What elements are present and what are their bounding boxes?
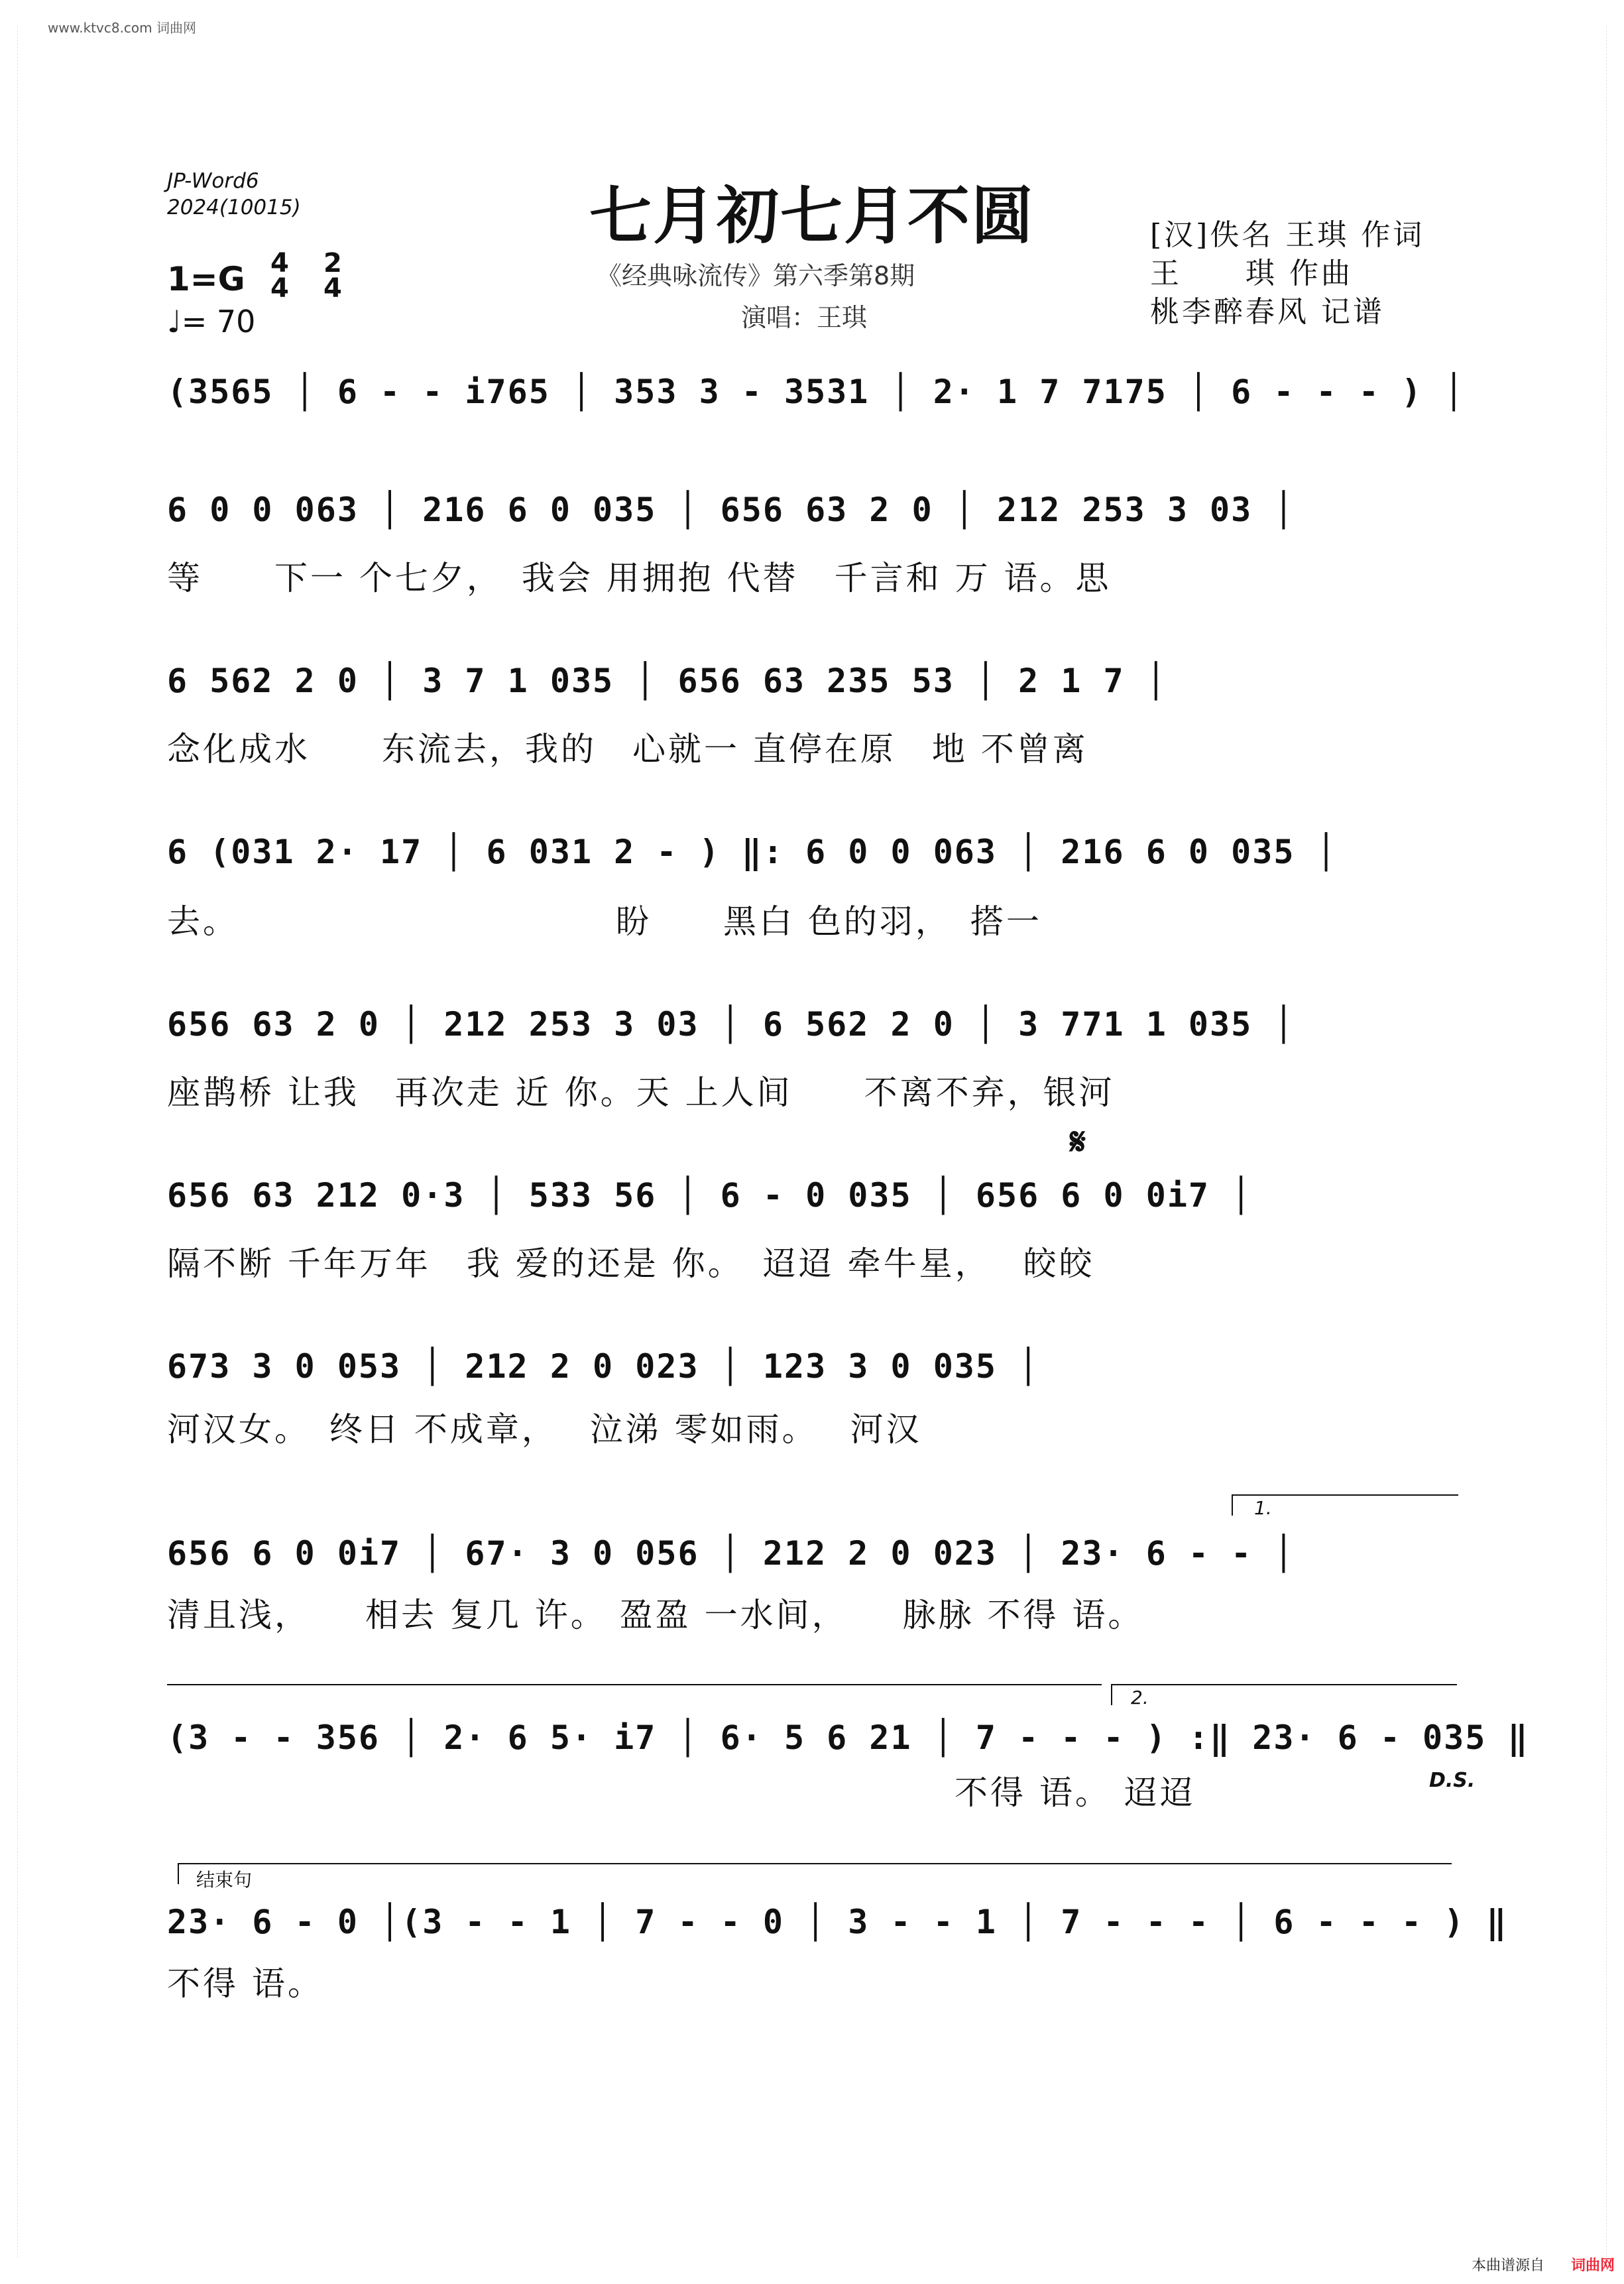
software-version: 2024(10015) bbox=[167, 196, 301, 219]
lyric-line-3: 念化成水 东流去，我的 心就一 直停在原 地 不曾离 bbox=[167, 730, 1088, 768]
notation-line-9: (3 - - 356 │ 2· 6 5· i7 │ 6· 5 6 21 │ 7 - - - ) :‖ 23· 6 - 035 ‖ bbox=[167, 1718, 1529, 1757]
ds-marking: D.S. bbox=[1429, 1769, 1476, 1792]
lyric-line-2: 等 下一 个七夕， 我会 用拥抱 代替 千言和 万 语。思 bbox=[167, 559, 1112, 597]
footer-source: 本曲谱源自 bbox=[1472, 2257, 1545, 2274]
tempo-marking: ♩= 70 bbox=[167, 304, 256, 339]
song-title: 七月初七月不圆 bbox=[589, 180, 1035, 253]
notation-line-2: 6 0 0 063 │ 216 6 0 035 │ 656 63 2 0 │ 212 253 3 03 │ bbox=[167, 491, 1295, 529]
software-name: JP-Word6 bbox=[167, 169, 259, 193]
lyric-line-4: 去。 盼 黑白 色的羽， 搭一 bbox=[167, 902, 1042, 941]
footer-site-logo: 词曲网 bbox=[1571, 2257, 1615, 2274]
volta-2-bracket bbox=[1111, 1684, 1457, 1705]
site-url: www.ktvc8.com 词曲网 bbox=[48, 20, 197, 36]
left-watermark-strip bbox=[4, 27, 18, 2257]
song-subtitle: 《经典咏流传》第六季第8期 bbox=[597, 261, 915, 290]
notation-line-3: 6 562 2 0 │ 3 7 1 035 │ 656 63 235 53 │ 2 1 7 │ bbox=[167, 662, 1167, 700]
time-signature-2: 2 4 bbox=[323, 248, 342, 304]
notation-line-5: 656 63 2 0 │ 212 253 3 03 │ 6 562 2 0 │ 3 771 1 035 │ bbox=[167, 1005, 1295, 1044]
notation-line-4: 6 (031 2· 17 │ 6 031 2 - ) ‖: 6 0 0 063 │ 216 6 0 035 │ bbox=[167, 833, 1338, 871]
lyric-line-7: 河汉女。 终日 不成章， 泣涕 零如雨。 河汉 bbox=[167, 1410, 922, 1449]
notation-line-7: 673 3 0 053 │ 212 2 0 023 │ 123 3 0 035 │ bbox=[167, 1347, 1040, 1386]
credit-composer: 王 琪 作曲 bbox=[1150, 257, 1353, 290]
lyric-line-6: 隔不断 千年万年 我 爱的还是 你。 迢迢 牵牛星， 皎皎 bbox=[167, 1244, 1095, 1283]
ending-bracket bbox=[178, 1863, 1452, 1884]
lyric-line-8: 清且浅， 相去 复几 许。 盈盈 一水间， 脉脉 不得 语。 bbox=[167, 1596, 1144, 1634]
lyric-line-9: 不得 语。 迢迢 bbox=[167, 1773, 1196, 1812]
volta-1-label: 1. bbox=[1254, 1497, 1272, 1519]
credit-lyricist: [汉]佚名 王琪 作词 bbox=[1150, 218, 1425, 252]
notation-line-6: 656 63 212 0·3 │ 533 56 │ 6 - 0 035 │ 656 6 0 0i7 │ bbox=[167, 1176, 1253, 1215]
volta-1-continuation bbox=[167, 1684, 1102, 1705]
credit-transcriber: 桃李醉春风 记谱 bbox=[1150, 295, 1385, 329]
notation-line-8: 656 6 0 0i7 │ 67· 3 0 056 │ 212 2 0 023 │ 23· 6 - - │ bbox=[167, 1534, 1295, 1573]
right-watermark-strip bbox=[1606, 27, 1620, 2257]
time-signature-1: 4 4 bbox=[270, 248, 289, 304]
segno-sign: 𝄋 bbox=[1070, 1120, 1086, 1164]
singer: 演唱：王琪 bbox=[741, 303, 868, 332]
lyric-line-10: 不得 语。 bbox=[167, 1964, 323, 2003]
notation-line-10: 23· 6 - 0 │(3 - - 1 │ 7 - - 0 │ 3 - - 1 │ 7 - - - │ 6 - - - ) ‖ bbox=[167, 1903, 1508, 1941]
notation-line-1: (3565 │ 6 - - i765 │ 353 3 - 3531 │ 2· 1 7 7175 │ 6 - - - ) │ bbox=[167, 373, 1466, 411]
key-signature: 1=G bbox=[167, 260, 245, 298]
ending-label: 结束句 bbox=[196, 1869, 253, 1891]
volta-2-label: 2. bbox=[1131, 1687, 1149, 1709]
lyric-line-5: 座鹊桥 让我 再次走 近 你。天 上人间 不离不弃，银河 bbox=[167, 1073, 1115, 1112]
